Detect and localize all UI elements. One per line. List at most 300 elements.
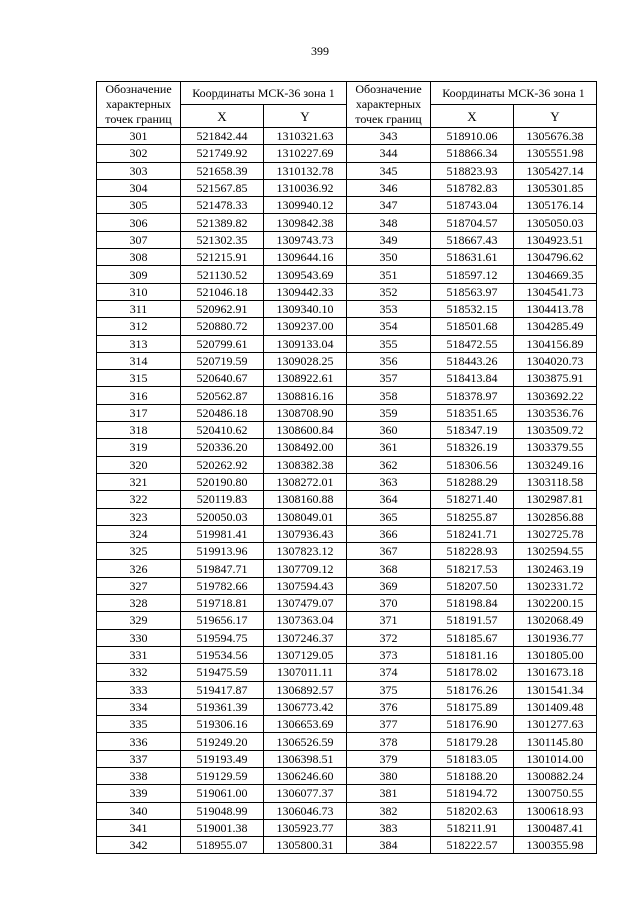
y-coordinate-right: 1302200.15 [514,595,597,612]
y-coordinate-left: 1308708.90 [264,404,347,421]
point-number-left: 339 [97,785,181,802]
point-number-left: 302 [97,145,181,162]
point-number-right: 383 [347,819,431,836]
x-coordinate-left: 521130.52 [181,266,264,283]
y-coordinate-left: 1307011.11 [264,664,347,681]
y-coordinate-left: 1306773.42 [264,698,347,715]
point-number-left: 330 [97,629,181,646]
point-number-left: 327 [97,577,181,594]
point-number-right: 377 [347,716,431,733]
point-number-left: 309 [97,266,181,283]
x-coordinate-right: 518597.12 [431,266,514,283]
point-number-right: 351 [347,266,431,283]
point-number-right: 348 [347,214,431,231]
y-coordinate-left: 1305800.31 [264,837,347,854]
x-coordinate-right: 518532.15 [431,300,514,317]
x-coordinate-right: 518217.53 [431,560,514,577]
y-coordinate-left: 1308816.16 [264,387,347,404]
y-coordinate-right: 1305427.14 [514,162,597,179]
x-coordinate-left: 518955.07 [181,837,264,854]
x-coordinate-left: 521749.92 [181,145,264,162]
coords-group-header-right: Координаты МСК-36 зона 1 [431,82,597,105]
x-coordinate-left: 519417.87 [181,681,264,698]
y-coordinate-left: 1309237.00 [264,318,347,335]
x-coordinate-right: 518211.91 [431,819,514,836]
x-coordinate-right: 518178.02 [431,664,514,681]
table-row [97,837,597,854]
table-row [97,785,597,802]
y-coordinate-left: 1308272.01 [264,473,347,490]
point-number-left: 319 [97,439,181,456]
x-coordinate-right: 518175.89 [431,698,514,715]
y-coordinate-right: 1302856.88 [514,508,597,525]
point-number-right: 374 [347,664,431,681]
y-coordinate-left: 1310132.78 [264,162,347,179]
point-number-right: 353 [347,300,431,317]
table-row [97,508,597,525]
x-coordinate-left: 519782.66 [181,577,264,594]
point-number-left: 336 [97,733,181,750]
y-coordinate-right: 1305050.03 [514,214,597,231]
point-number-right: 363 [347,473,431,490]
x-coordinate-right: 518631.61 [431,249,514,266]
y-coordinate-right: 1303692.22 [514,387,597,404]
point-number-right: 362 [347,456,431,473]
y-coordinate-left: 1308600.84 [264,422,347,439]
x-coordinate-left: 520962.91 [181,300,264,317]
table-row [97,128,597,145]
point-number-right: 345 [347,162,431,179]
x-coordinate-left: 520486.18 [181,404,264,421]
table-row [97,716,597,733]
point-number-right: 375 [347,681,431,698]
table-row [97,577,597,594]
point-number-right: 358 [347,387,431,404]
y-coordinate-right: 1305676.38 [514,128,597,145]
table-row [97,473,597,490]
x-coordinate-left: 519001.38 [181,819,264,836]
y-coordinate-right: 1304669.35 [514,266,597,283]
table-row [97,300,597,317]
y-coordinate-right: 1303509.72 [514,422,597,439]
x-coordinate-right: 518198.84 [431,595,514,612]
x-coordinate-right: 518288.29 [431,473,514,490]
y-coordinate-right: 1301936.77 [514,629,597,646]
x-coordinate-left: 519129.59 [181,767,264,784]
x-coordinate-left: 520880.72 [181,318,264,335]
y-coordinate-right: 1303536.76 [514,404,597,421]
y-coordinate-left: 1307479.07 [264,595,347,612]
x-coordinate-left: 520799.61 [181,335,264,352]
y-coordinate-right: 1302725.78 [514,525,597,542]
table-row [97,335,597,352]
table-row [97,266,597,283]
point-number-left: 315 [97,370,181,387]
x-coordinate-right: 518866.34 [431,145,514,162]
table-row [97,318,597,335]
x-coordinate-right: 518202.63 [431,802,514,819]
point-number-left: 321 [97,473,181,490]
point-number-left: 308 [97,249,181,266]
table-row [97,404,597,421]
table-row [97,629,597,646]
x-coordinate-left: 521478.33 [181,197,264,214]
point-number-left: 338 [97,767,181,784]
y-coordinate-left: 1307363.04 [264,612,347,629]
point-number-right: 347 [347,197,431,214]
table-row [97,352,597,369]
table-row [97,249,597,266]
x-coordinate-right: 518188.20 [431,767,514,784]
y-coordinate-right: 1304285.49 [514,318,597,335]
y-coordinate-right: 1305551.98 [514,145,597,162]
x-coordinate-right: 518378.97 [431,387,514,404]
point-number-left: 312 [97,318,181,335]
y-coordinate-right: 1300618.93 [514,802,597,819]
x-coordinate-right: 518704.57 [431,214,514,231]
y-coordinate-left: 1309940.12 [264,197,347,214]
x-coordinate-right: 518782.83 [431,179,514,196]
point-number-right: 380 [347,767,431,784]
x-coordinate-right: 518207.50 [431,577,514,594]
table-row [97,560,597,577]
table-row [97,525,597,542]
point-label-header-left: Обозначение характерных точек границ [97,82,181,128]
point-number-right: 369 [347,577,431,594]
x-coordinate-right: 518743.04 [431,197,514,214]
x-coordinate-left: 520050.03 [181,508,264,525]
y-coordinate-left: 1310321.63 [264,128,347,145]
table-header [97,82,597,128]
table-row [97,456,597,473]
y-coordinate-left: 1308382.38 [264,456,347,473]
point-number-right: 356 [347,352,431,369]
y-coordinate-left: 1306398.51 [264,750,347,767]
x-coordinate-left: 519306.16 [181,716,264,733]
point-number-left: 303 [97,162,181,179]
point-number-left: 324 [97,525,181,542]
point-number-left: 322 [97,491,181,508]
table-row [97,767,597,784]
point-number-left: 326 [97,560,181,577]
point-number-left: 314 [97,352,181,369]
table-row [97,231,597,248]
point-number-right: 355 [347,335,431,352]
x-coordinate-right: 518185.67 [431,629,514,646]
point-number-left: 342 [97,837,181,854]
x-coordinate-right: 518472.55 [431,335,514,352]
point-number-right: 368 [347,560,431,577]
table-row [97,612,597,629]
table-row [97,145,597,162]
point-number-right: 360 [347,422,431,439]
point-number-left: 316 [97,387,181,404]
table-body [97,128,597,854]
x-coordinate-left: 521842.44 [181,128,264,145]
y-coordinate-left: 1306653.69 [264,716,347,733]
y-header-left: Y [264,105,347,128]
y-coordinate-right: 1300882.24 [514,767,597,784]
x-coordinate-right: 518228.93 [431,543,514,560]
x-coordinate-left: 521215.91 [181,249,264,266]
x-coordinate-right: 518241.71 [431,525,514,542]
header-row-1 [97,82,597,105]
x-coordinate-left: 519594.75 [181,629,264,646]
point-number-right: 366 [347,525,431,542]
point-number-right: 346 [347,179,431,196]
point-number-right: 384 [347,837,431,854]
y-coordinate-left: 1307936.43 [264,525,347,542]
table-row [97,439,597,456]
x-coordinate-left: 521567.85 [181,179,264,196]
y-coordinate-right: 1304541.73 [514,283,597,300]
y-coordinate-right: 1301014.00 [514,750,597,767]
x-coordinate-right: 518306.56 [431,456,514,473]
x-coordinate-right: 518191.57 [431,612,514,629]
y-coordinate-left: 1305923.77 [264,819,347,836]
point-number-left: 318 [97,422,181,439]
y-coordinate-left: 1307246.37 [264,629,347,646]
x-header-left: X [181,105,264,128]
x-coordinate-left: 520119.83 [181,491,264,508]
y-coordinate-right: 1304413.78 [514,300,597,317]
x-coordinate-left: 519249.20 [181,733,264,750]
x-coordinate-left: 519061.00 [181,785,264,802]
y-coordinate-left: 1309442.33 [264,283,347,300]
y-coordinate-right: 1300750.55 [514,785,597,802]
y-coordinate-left: 1306246.60 [264,767,347,784]
point-number-right: 343 [347,128,431,145]
table-row [97,819,597,836]
point-number-left: 313 [97,335,181,352]
point-number-right: 378 [347,733,431,750]
y-coordinate-left: 1309340.10 [264,300,347,317]
point-number-left: 310 [97,283,181,300]
x-coordinate-left: 519048.99 [181,802,264,819]
point-number-right: 371 [347,612,431,629]
y-coordinate-right: 1302463.19 [514,560,597,577]
table-row [97,733,597,750]
coordinates-table [96,81,597,854]
table-row [97,491,597,508]
y-coordinate-right: 1302331.72 [514,577,597,594]
point-number-right: 357 [347,370,431,387]
x-coordinate-right: 518255.87 [431,508,514,525]
y-coordinate-left: 1306526.59 [264,733,347,750]
table-row [97,750,597,767]
point-number-right: 370 [347,595,431,612]
y-coordinate-right: 1304796.62 [514,249,597,266]
y-coordinate-left: 1310227.69 [264,145,347,162]
y-coordinate-left: 1308922.61 [264,370,347,387]
x-coordinate-left: 519913.96 [181,543,264,560]
point-number-left: 304 [97,179,181,196]
y-coordinate-left: 1306892.57 [264,681,347,698]
y-coordinate-left: 1308049.01 [264,508,347,525]
point-number-right: 372 [347,629,431,646]
point-number-left: 301 [97,128,181,145]
table-row [97,422,597,439]
x-coordinate-left: 519361.39 [181,698,264,715]
y-coordinate-right: 1305176.14 [514,197,597,214]
y-coordinate-left: 1306046.73 [264,802,347,819]
table-row [97,698,597,715]
y-coordinate-right: 1300355.98 [514,837,597,854]
y-coordinate-left: 1309543.69 [264,266,347,283]
table-row [97,214,597,231]
point-number-right: 376 [347,698,431,715]
point-number-right: 354 [347,318,431,335]
y-coordinate-right: 1303118.58 [514,473,597,490]
point-number-left: 329 [97,612,181,629]
point-number-right: 350 [347,249,431,266]
y-coordinate-left: 1309644.16 [264,249,347,266]
x-coordinate-left: 519656.17 [181,612,264,629]
table-row [97,595,597,612]
coords-group-header-left: Координаты МСК-36 зона 1 [181,82,347,105]
point-number-right: 381 [347,785,431,802]
y-coordinate-left: 1309842.38 [264,214,347,231]
point-number-right: 373 [347,646,431,663]
x-coordinate-left: 521302.35 [181,231,264,248]
x-coordinate-right: 518183.05 [431,750,514,767]
table-row [97,370,597,387]
y-coordinate-right: 1302987.81 [514,491,597,508]
y-coordinate-right: 1302594.55 [514,543,597,560]
y-coordinate-right: 1305301.85 [514,179,597,196]
point-number-left: 325 [97,543,181,560]
point-number-right: 349 [347,231,431,248]
x-coordinate-left: 520190.80 [181,473,264,490]
y-coordinate-right: 1303249.16 [514,456,597,473]
point-number-left: 328 [97,595,181,612]
point-number-right: 365 [347,508,431,525]
x-coordinate-left: 519847.71 [181,560,264,577]
x-coordinate-right: 518179.28 [431,733,514,750]
point-number-left: 323 [97,508,181,525]
point-number-left: 333 [97,681,181,698]
x-coordinate-left: 521658.39 [181,162,264,179]
x-coordinate-right: 518501.68 [431,318,514,335]
point-number-right: 361 [347,439,431,456]
y-coordinate-left: 1308160.88 [264,491,347,508]
point-label-header-right: Обозначение характерных точек границ [347,82,431,128]
x-coordinate-left: 519193.49 [181,750,264,767]
table-row [97,646,597,663]
x-coordinate-right: 518271.40 [431,491,514,508]
x-coordinate-right: 518910.06 [431,128,514,145]
y-coordinate-left: 1307129.05 [264,646,347,663]
y-coordinate-right: 1301541.34 [514,681,597,698]
x-header-right: X [431,105,514,128]
point-number-right: 367 [347,543,431,560]
x-coordinate-right: 518347.19 [431,422,514,439]
point-number-left: 334 [97,698,181,715]
point-number-right: 359 [347,404,431,421]
point-number-left: 305 [97,197,181,214]
x-coordinate-right: 518194.72 [431,785,514,802]
point-number-left: 331 [97,646,181,663]
y-coordinate-left: 1309133.04 [264,335,347,352]
x-coordinate-left: 520410.62 [181,422,264,439]
table-row [97,387,597,404]
x-coordinate-right: 518176.26 [431,681,514,698]
table-row [97,543,597,560]
y-coordinate-right: 1303379.55 [514,439,597,456]
table-row [97,283,597,300]
point-number-right: 352 [347,283,431,300]
table-row [97,179,597,196]
x-coordinate-right: 518181.16 [431,646,514,663]
x-coordinate-left: 519475.59 [181,664,264,681]
point-number-right: 379 [347,750,431,767]
y-coordinate-right: 1302068.49 [514,612,597,629]
point-number-left: 340 [97,802,181,819]
y-coordinate-right: 1300487.41 [514,819,597,836]
y-coordinate-right: 1304923.51 [514,231,597,248]
x-coordinate-left: 519981.41 [181,525,264,542]
table-row [97,802,597,819]
point-number-left: 335 [97,716,181,733]
y-coordinate-right: 1304156.89 [514,335,597,352]
x-coordinate-right: 518413.84 [431,370,514,387]
x-coordinate-left: 520562.87 [181,387,264,404]
point-number-left: 307 [97,231,181,248]
table-row [97,664,597,681]
point-number-right: 344 [347,145,431,162]
page-number: 399 [311,44,329,58]
point-number-left: 317 [97,404,181,421]
point-number-right: 364 [347,491,431,508]
x-coordinate-left: 519534.56 [181,646,264,663]
y-coordinate-left: 1306077.37 [264,785,347,802]
x-coordinate-right: 518351.65 [431,404,514,421]
x-coordinate-left: 520336.20 [181,439,264,456]
y-coordinate-left: 1307594.43 [264,577,347,594]
point-number-left: 341 [97,819,181,836]
y-coordinate-left: 1309743.73 [264,231,347,248]
y-coordinate-right: 1304020.73 [514,352,597,369]
y-coordinate-left: 1307823.12 [264,543,347,560]
x-coordinate-right: 518176.90 [431,716,514,733]
table-row [97,681,597,698]
x-coordinate-right: 518443.26 [431,352,514,369]
y-coordinate-left: 1308492.00 [264,439,347,456]
table-row [97,197,597,214]
y-header-right: Y [514,105,597,128]
point-number-left: 306 [97,214,181,231]
y-coordinate-left: 1309028.25 [264,352,347,369]
x-coordinate-left: 520719.59 [181,352,264,369]
x-coordinate-left: 521046.18 [181,283,264,300]
y-coordinate-left: 1307709.12 [264,560,347,577]
point-number-left: 320 [97,456,181,473]
x-coordinate-left: 520262.92 [181,456,264,473]
x-coordinate-right: 518667.43 [431,231,514,248]
x-coordinate-left: 520640.67 [181,370,264,387]
point-number-left: 311 [97,300,181,317]
x-coordinate-left: 519718.81 [181,595,264,612]
point-number-right: 382 [347,802,431,819]
x-coordinate-right: 518222.57 [431,837,514,854]
table-row [97,162,597,179]
y-coordinate-right: 1301409.48 [514,698,597,715]
x-coordinate-right: 518563.97 [431,283,514,300]
point-number-left: 337 [97,750,181,767]
y-coordinate-right: 1301673.18 [514,664,597,681]
x-coordinate-right: 518823.93 [431,162,514,179]
y-coordinate-right: 1301145.80 [514,733,597,750]
